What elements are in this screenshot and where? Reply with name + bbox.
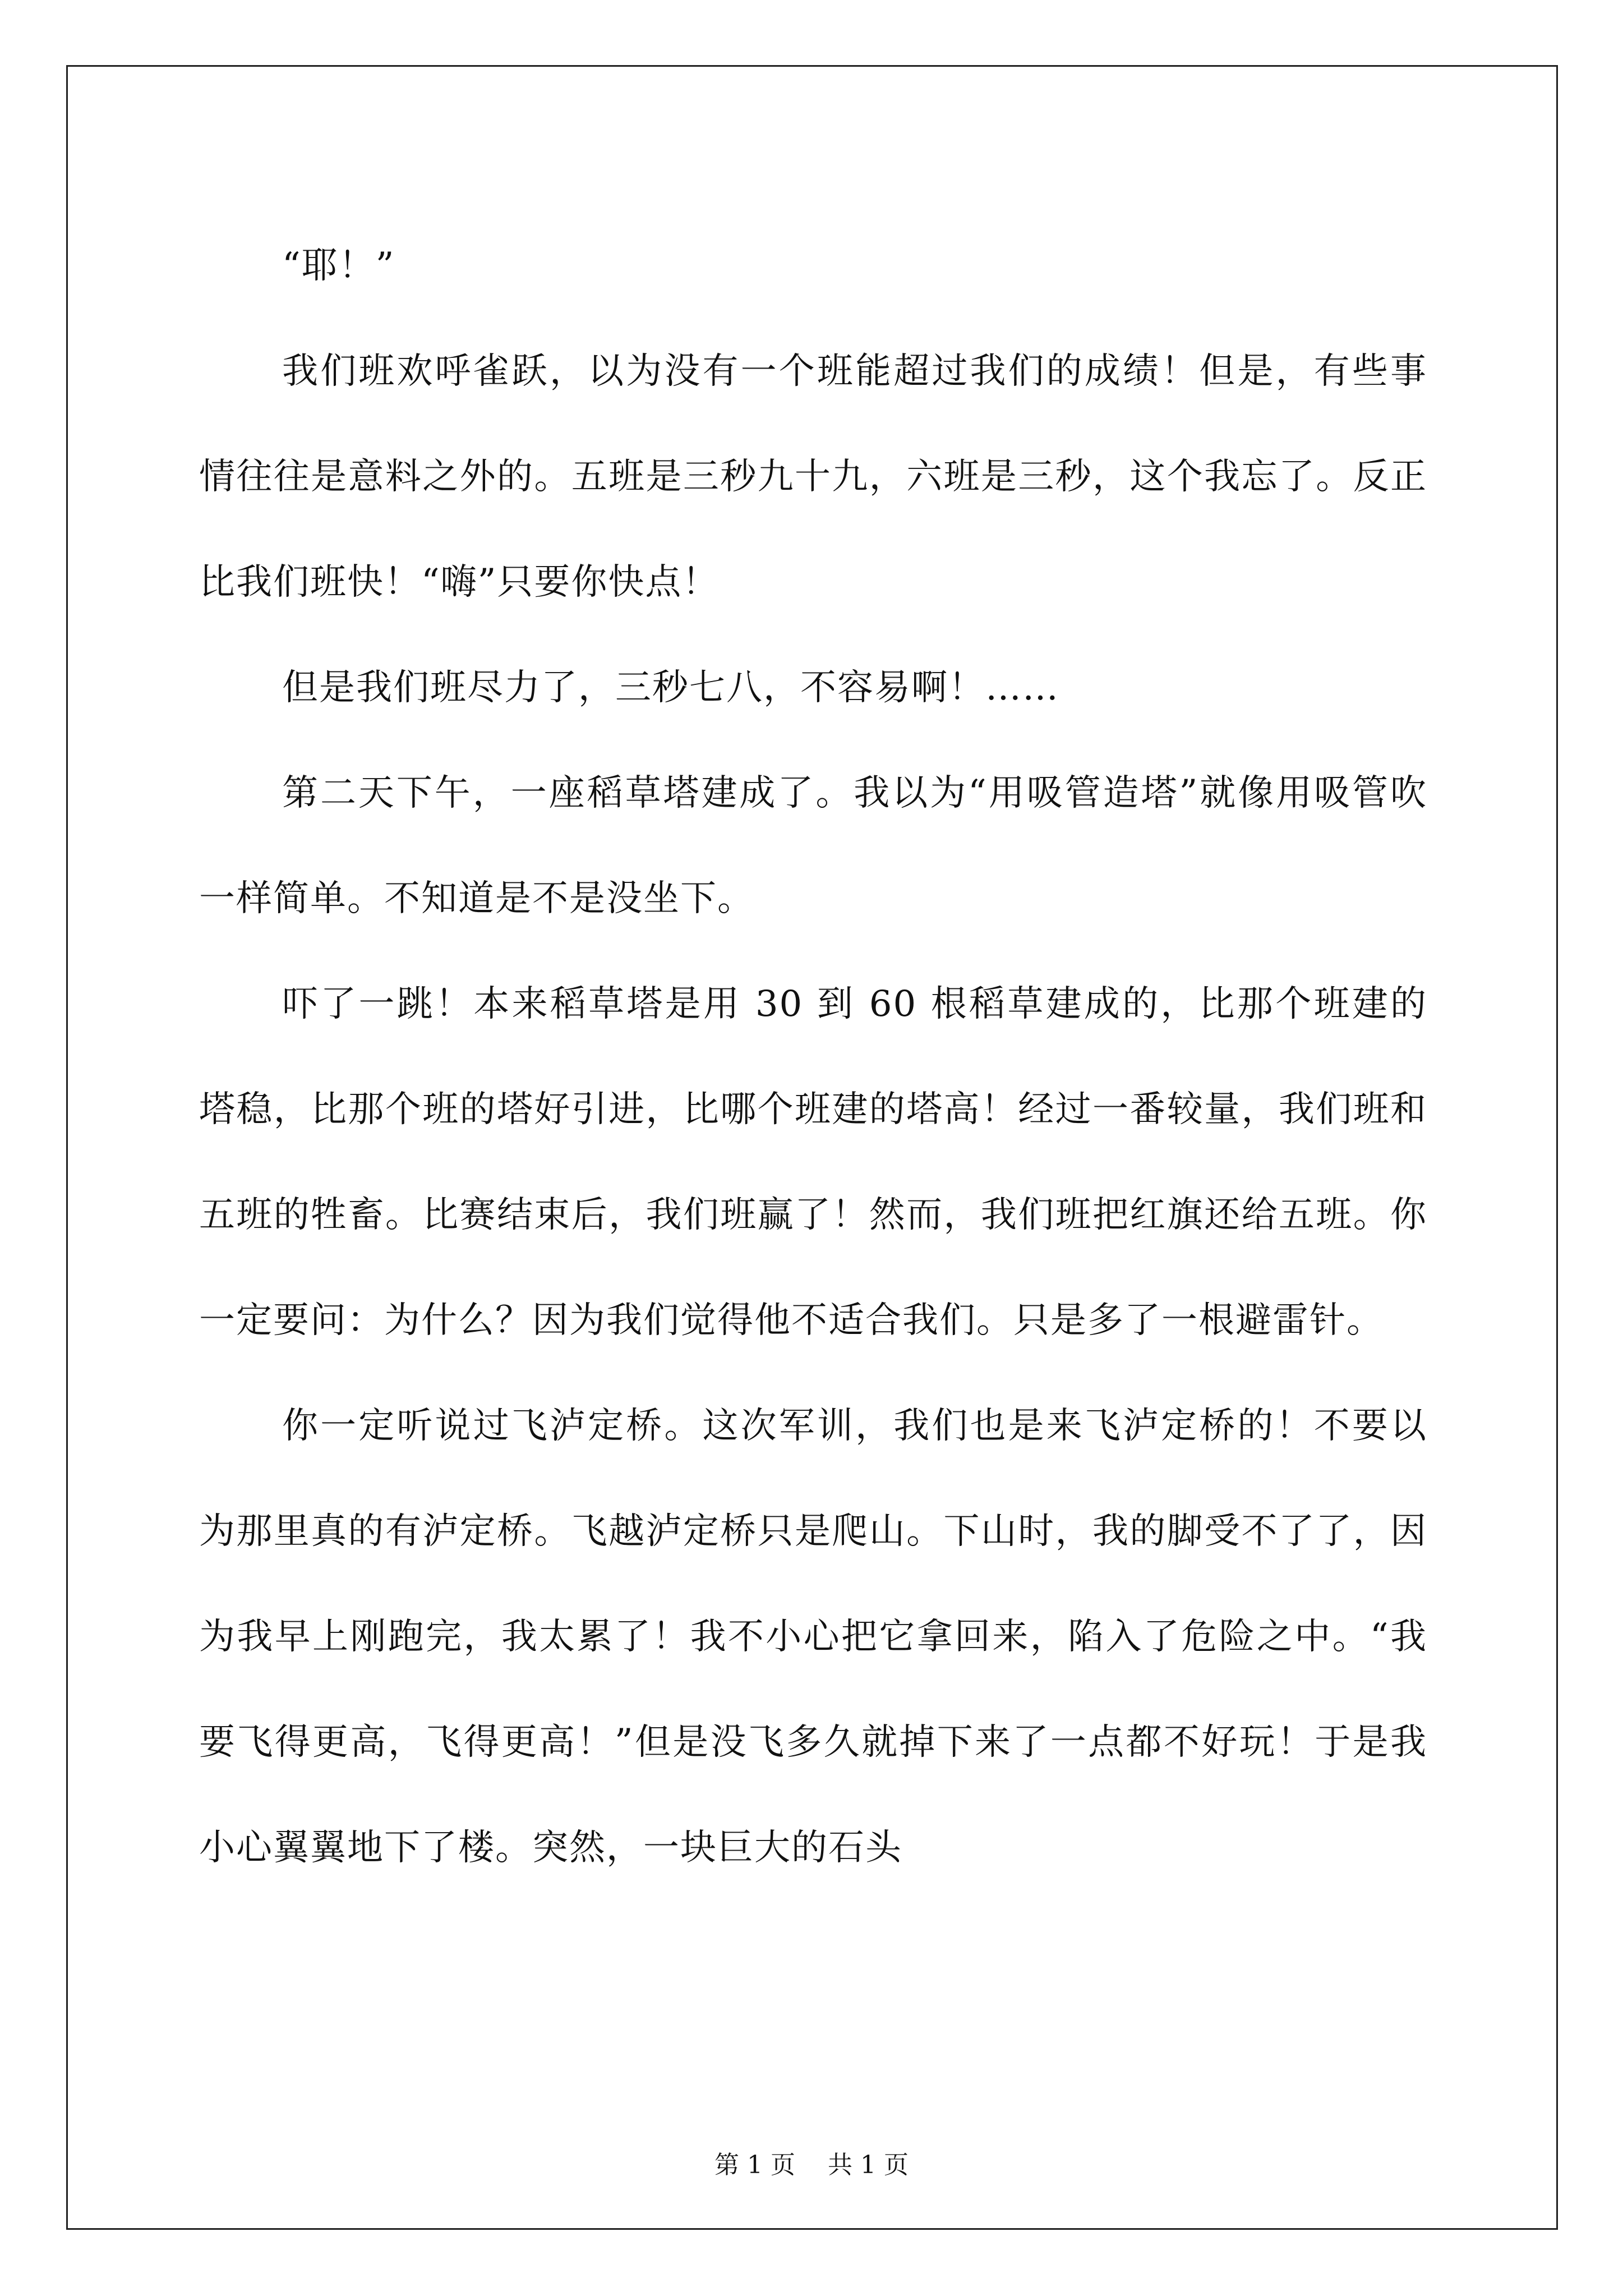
- paragraph: 我们班欢呼雀跃，以为没有一个班能超过我们的成绩！但是，有些事情往往是意料之外的。五班是三秒九十九，六班是三秒，这个我忘了。反正比我们班快！“嗨”只要你快点！: [199, 351, 1427, 603]
- paragraph: 吓了一跳！本来稻草塔是用 30 到 60 根稻草建成的，比那个班建的塔稳，比那个班的塔好引进，比哪个班建的塔高！经过一番较量，我们班和五班的牲畜。比赛结束后，我们班赢了！然而，我们班把红旗还给五班。你一定要问：为什么？因为我们觉得他不适合我们。只是多了一根避雷针。: [199, 983, 1427, 1341]
- paragraph: 你一定听说过飞泸定桥。这次军训，我们也是来飞泸定桥的！不要以为那里真的有泸定桥。飞越泸定桥只是爬山。下山时，我的脚受不了了，因为我早上刚跑完，我太累了！我不小心把它拿回来，陷入了危险之中。“我要飞得更高，飞得更高！”但是没飞多久就掉下来了一点都不好玩！于是我小心翼翼地下了楼。突然，一块巨大的石头: [199, 1405, 1427, 1869]
- paragraph: 第二天下午，一座稻草塔建成了。我以为“用吸管造塔”就像用吸管吹一样简单。不知道是不是没坐下。: [199, 772, 1427, 919]
- document-body: [199, 213, 1427, 1901]
- page-total: 共 1 页: [828, 2151, 909, 2179]
- page-number: 第 1 页: [714, 2151, 795, 2179]
- paragraph: “耶！”: [282, 245, 395, 287]
- paragraph: 但是我们班尽力了，三秒七八，不容易啊！……: [282, 667, 1059, 708]
- page-footer: [0, 2148, 1623, 2182]
